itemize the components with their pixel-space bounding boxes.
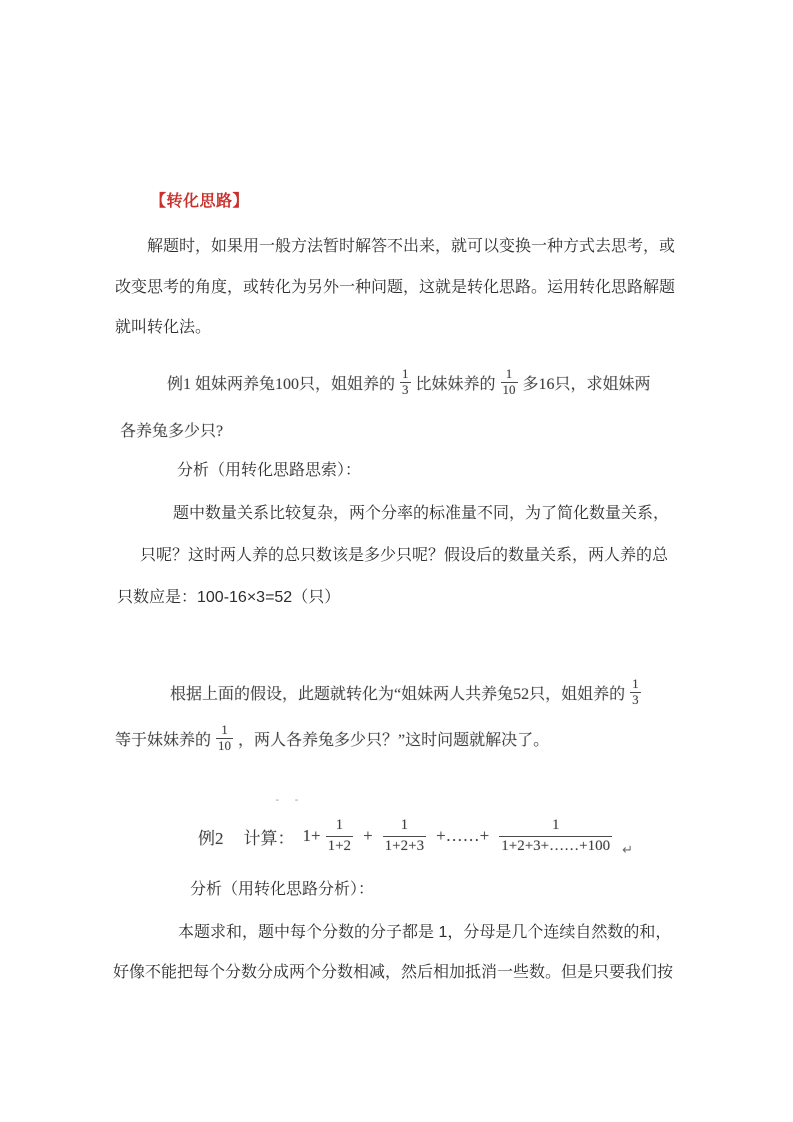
formula-operator-2: +……+ bbox=[436, 826, 490, 845]
formula-fraction-1 bbox=[326, 816, 353, 856]
fraction-numerator: 1 bbox=[402, 365, 409, 381]
formula-fraction-2 bbox=[383, 816, 426, 856]
fraction-numerator: 1 bbox=[335, 817, 344, 833]
example1-line-2: 各养兔多少只? bbox=[120, 423, 224, 440]
fraction-denominator: 3 bbox=[632, 691, 639, 707]
analysis1-line: 只呢？这时两人养的总只数该是多少只呢？假设后的数量关系，两人养的总 bbox=[140, 547, 669, 564]
fraction-denominator: 3 bbox=[402, 381, 409, 397]
fraction-one-third bbox=[630, 677, 641, 708]
analysis2-heading: 分析（用转化思路分析）： bbox=[190, 881, 375, 898]
formula-operator-1: + bbox=[363, 826, 373, 845]
example2-label: 例2 bbox=[198, 828, 224, 848]
intro-line: 就叫转化法。 bbox=[115, 319, 212, 336]
fraction-numerator: 1 bbox=[551, 817, 560, 833]
analysis2-line: 好像不能把每个分数分成两个分数相减，然后相加抵消一些数。但是只要我们按 bbox=[113, 964, 674, 981]
intro-line: 改变思考的角度，或转化为另外一种问题，这就是转化思路。运用转化思路解题 bbox=[115, 279, 676, 296]
analysis1-line: 只数应是：100-16×3=52（只） bbox=[117, 589, 341, 606]
section-title: 【转化思路】 bbox=[150, 193, 250, 210]
fraction-denominator: 1+2 bbox=[326, 836, 353, 857]
transform-text-pre2: 等于妹妹养的 bbox=[115, 731, 212, 749]
example2-row bbox=[198, 804, 633, 868]
transform-text-post: ，两人各养兔多少只？”这时问题就解决了。 bbox=[238, 731, 550, 749]
intro-line: 解题时，如果用一般方法暂时解答不出来，就可以变换一种方式去思考，或 bbox=[147, 238, 676, 255]
transform-line-1 bbox=[170, 668, 646, 716]
fraction-denominator: 10 bbox=[502, 381, 516, 397]
analysis1-heading: 分析（用转化思路思索）： bbox=[177, 462, 362, 479]
example2-calc-label: 计算： bbox=[243, 828, 295, 848]
fraction-one-tenth bbox=[501, 367, 518, 398]
fraction-numerator: 1 bbox=[400, 817, 409, 833]
analysis1-line: 题中数量关系比较复杂，两个分率的标准量不同，为了简化数量关系， bbox=[173, 505, 670, 522]
formula-lead: 1+ bbox=[302, 826, 321, 845]
fraction-numerator: 1 bbox=[632, 675, 639, 691]
example1-text-post: 多16只，求姐妹两 bbox=[522, 375, 651, 393]
scan-artifact: - - bbox=[274, 793, 303, 806]
formula-fraction-3 bbox=[499, 816, 612, 856]
return-mark-icon: ↵ bbox=[622, 843, 634, 858]
example1-text-pre: 例1 姐妹两养兔100只，姐姐养的 bbox=[167, 375, 396, 393]
transform-line-2 bbox=[115, 714, 549, 762]
example1-text-mid: 比妹妹养的 bbox=[415, 375, 496, 393]
fraction-numerator: 1 bbox=[221, 721, 228, 737]
fraction-one-third bbox=[400, 367, 411, 398]
fraction-one-tenth bbox=[216, 723, 233, 754]
fraction-denominator: 10 bbox=[218, 737, 232, 753]
transform-text-pre: 根据上面的假设，此题就转化为“姐妹两人共养兔52只，姐姐养的 bbox=[170, 685, 626, 703]
example1-line-1 bbox=[167, 358, 651, 406]
fraction-denominator: 1+2+3 bbox=[383, 836, 426, 857]
analysis2-line: 本题求和，题中每个分数的分子都是 1，分母是几个连续自然数的和， bbox=[178, 924, 672, 941]
fraction-numerator: 1 bbox=[505, 365, 513, 381]
fraction-denominator: 1+2+3+……+100 bbox=[499, 836, 612, 857]
